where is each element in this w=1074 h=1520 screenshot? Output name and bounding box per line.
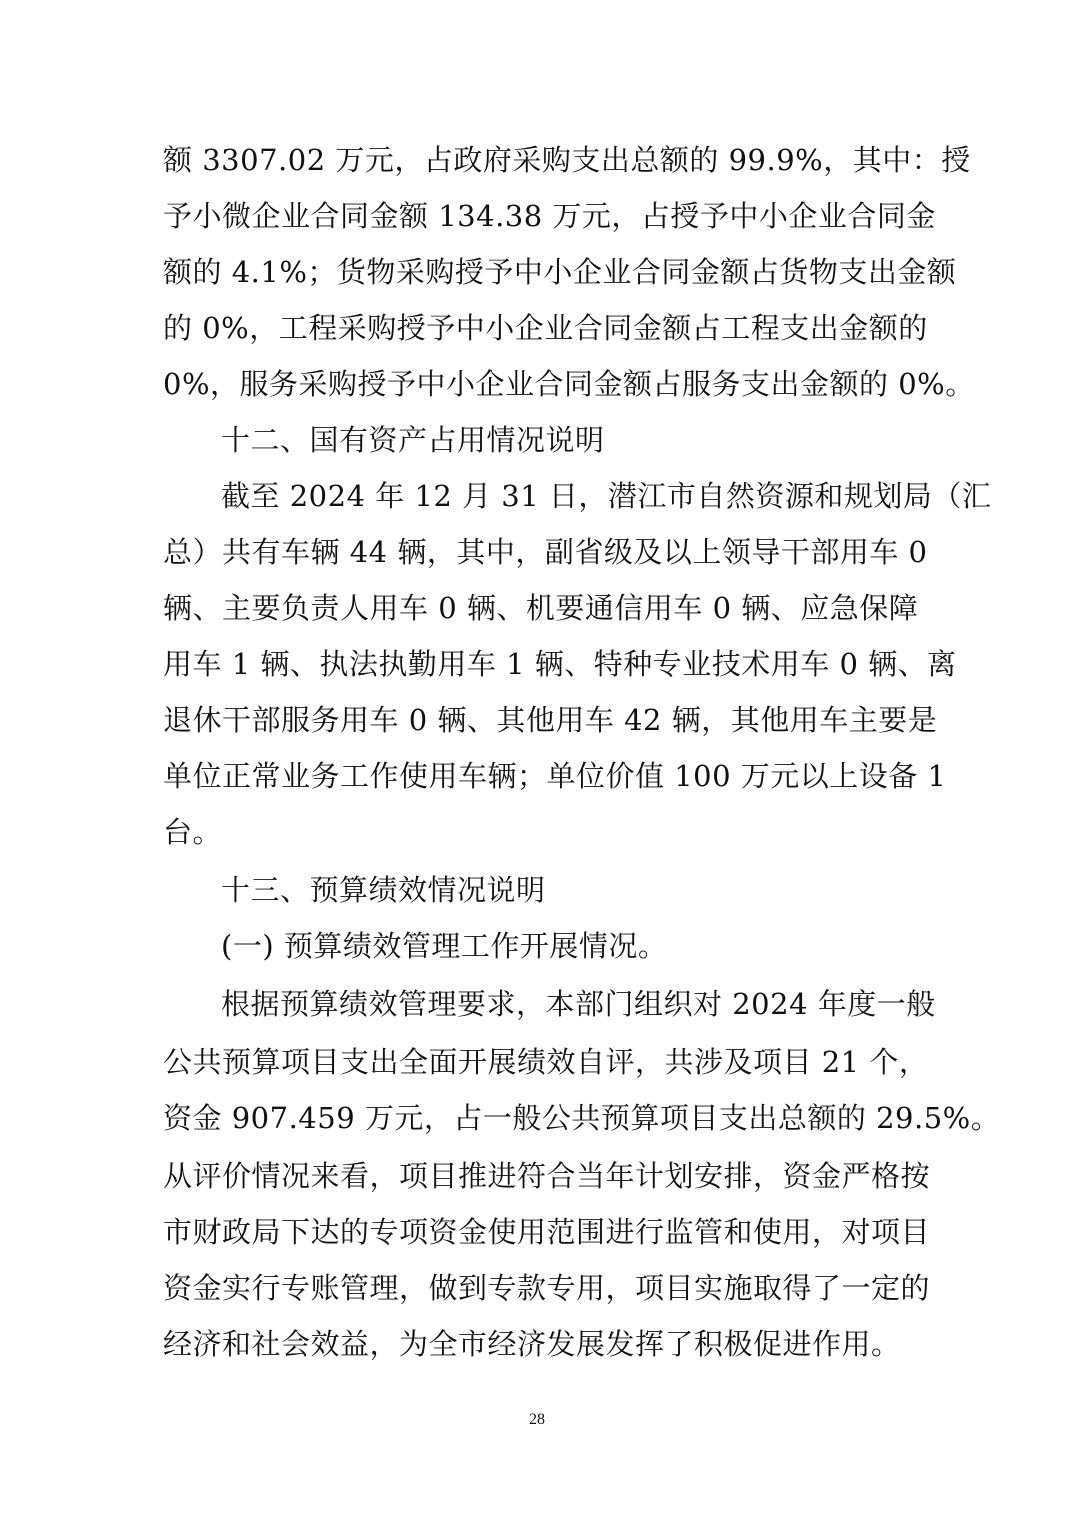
paragraph-line: 经济和社会效益，为全市经济发展发挥了积极促进作用。 (163, 1327, 901, 1361)
paragraph-line: 资金实行专账管理，做到专款专用，项目实施取得了一定的 (163, 1271, 931, 1305)
subsection-heading: (一) 预算绩效管理工作开展情况。 (221, 929, 668, 963)
paragraph-line: 用车 1 辆、执法执勤用车 1 辆、特种专业技术用车 0 辆、离 (163, 647, 957, 681)
page-number: 28 (529, 1411, 545, 1428)
paragraph-line: 台。 (163, 815, 223, 849)
paragraph-line: 额 3307.02 万元，占政府采购支出总额的 99.9%，其中：授 (163, 143, 971, 177)
paragraph-line: 0%，服务采购授予中小企业合同金额占服务支出金额的 0%。 (163, 367, 975, 401)
paragraph-line: 予小微企业合同金额 134.38 万元，占授予中小企业合同金 (163, 199, 936, 233)
paragraph-line: 根据预算绩效管理要求，本部门组织对 2024 年度一般 (221, 987, 936, 1021)
paragraph-line: 辆、主要负责人用车 0 辆、机要通信用车 0 辆、应急保障 (163, 591, 919, 625)
paragraph-line: 市财政局下达的专项资金使用范围进行监管和使用，对项目 (163, 1215, 931, 1249)
paragraph-line: 的 0%，工程采购授予中小企业合同金额占工程支出金额的 (163, 311, 928, 345)
paragraph-line: 从评价情况来看，项目推进符合当年计划安排，资金严格按 (163, 1159, 931, 1193)
section-heading-12: 十二、国有资产占用情况说明 (221, 423, 605, 457)
paragraph-line: 资金 907.459 万元，占一般公共预算项目支出总额的 29.5%。 (163, 1101, 1001, 1135)
paragraph-line: 退休干部服务用车 0 辆、其他用车 42 辆，其他用车主要是 (163, 703, 938, 737)
paragraph-line: 截至 2024 年 12 月 31 日，潜江市自然资源和规划局（汇 (221, 479, 992, 513)
section-heading-13: 十三、预算绩效情况说明 (221, 873, 546, 907)
paragraph-line: 单位正常业务工作使用车辆；单位价值 100 万元以上设备 1 (163, 759, 947, 793)
paragraph-line: 总）共有车辆 44 辆，其中，副省级及以上领导干部用车 0 (163, 535, 928, 569)
paragraph-line: 公共预算项目支出全面开展绩效自评，共涉及项目 21 个， (163, 1045, 929, 1079)
paragraph-line: 额的 4.1%；货物采购授予中小企业合同金额占货物支出金额 (163, 255, 957, 289)
